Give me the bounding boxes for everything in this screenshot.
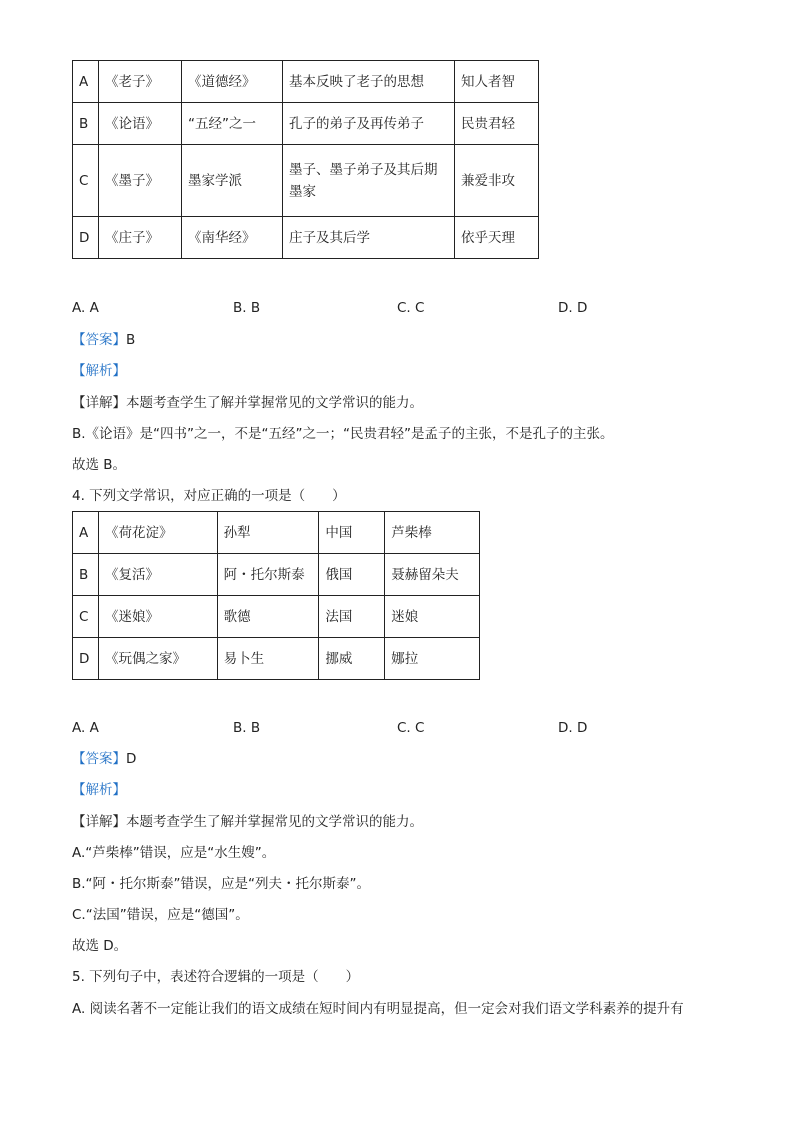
table-cell: 《荷花淀》	[98, 512, 217, 554]
table-cell: D	[73, 217, 99, 259]
table-cell: 基本反映了老子的思想	[283, 61, 455, 103]
q4-option-b: B. B	[233, 720, 261, 736]
q4-analysis-tag: 【解析】	[72, 782, 126, 798]
detail-tag: 【详解】	[72, 395, 126, 411]
question3-table	[72, 60, 539, 259]
answer-value: B	[126, 332, 136, 348]
table-cell: 俄国	[319, 554, 385, 596]
table-cell: A	[73, 512, 99, 554]
table-row	[73, 512, 480, 554]
table-row	[73, 554, 480, 596]
q3-option-d: D. D	[558, 300, 588, 316]
table-cell: 依乎天理	[455, 217, 539, 259]
table-cell: 《迷娘》	[98, 596, 217, 638]
table-cell: C	[73, 596, 99, 638]
table-cell: B	[73, 103, 99, 145]
table-cell: 知人者智	[455, 61, 539, 103]
detail-tag: 【详解】	[72, 814, 126, 830]
q4-explanation-c: C.“法国”错误，应是“德国”。	[72, 907, 249, 923]
table-cell: 《庄子》	[99, 217, 182, 259]
table-cell: 墨子、墨子弟子及其后期墨家	[283, 145, 455, 217]
table-cell: B	[73, 554, 99, 596]
q4-answer	[72, 749, 136, 769]
table-cell: D	[73, 638, 99, 680]
table-cell: 《道德经》	[182, 61, 283, 103]
table-cell: 《墨子》	[99, 145, 182, 217]
q3-option-a: A. A	[72, 300, 99, 316]
table-cell: 《南华经》	[182, 217, 283, 259]
table-cell: 迷娘	[385, 596, 480, 638]
table-row	[73, 638, 480, 680]
table-cell: 民贵君轻	[455, 103, 539, 145]
table-row	[73, 61, 539, 103]
table-cell: C	[73, 145, 99, 217]
table-cell: 《复活》	[98, 554, 217, 596]
q4-detail	[72, 812, 423, 832]
q3-conclusion: 故选 B。	[72, 457, 127, 473]
q4-option-d: D. D	[558, 720, 588, 736]
q4-stem: 4. 下列文学常识，对应正确的一项是（ ）	[72, 488, 346, 504]
table-cell: 《玩偶之家》	[98, 638, 217, 680]
q4-explanation-b: B.“阿・托尔斯泰”错误，应是“列夫・托尔斯泰”。	[72, 876, 371, 892]
detail-text: 本题考查学生了解并掌握常见的文学常识的能力。	[126, 814, 423, 830]
detail-text: 本题考查学生了解并掌握常见的文学常识的能力。	[126, 395, 423, 411]
table-cell: 歌德	[217, 596, 319, 638]
table-cell: 孔子的弟子及再传弟子	[283, 103, 455, 145]
answer-tag: 【答案】	[72, 332, 126, 348]
q3-explanation: B.《论语》是“四书”之一，不是“五经”之一；“民贵君轻”是孟子的主张，不是孔子的主张。	[72, 426, 614, 442]
table-cell: 娜拉	[385, 638, 480, 680]
table-cell: 孙犁	[217, 512, 319, 554]
question4-table	[72, 511, 480, 680]
table-cell: 墨家学派	[182, 145, 283, 217]
table-cell: A	[73, 61, 99, 103]
q5-stem: 5. 下列句子中，表述符合逻辑的一项是（ ）	[72, 969, 360, 985]
q3-option-c: C. C	[397, 300, 425, 316]
table-cell: 易卜生	[217, 638, 319, 680]
q4-conclusion: 故选 D。	[72, 938, 128, 954]
table-row	[73, 103, 539, 145]
answer-value: D	[126, 751, 137, 767]
q3-analysis-tag: 【解析】	[72, 363, 126, 379]
q4-option-c: C. C	[397, 720, 425, 736]
table-cell: 法国	[319, 596, 385, 638]
q4-option-a: A. A	[72, 720, 99, 736]
answer-tag: 【答案】	[72, 751, 126, 767]
table-cell: 兼爱非攻	[455, 145, 539, 217]
table-cell: 阿・托尔斯泰	[217, 554, 319, 596]
q3-answer	[72, 330, 135, 350]
table-cell: 《论语》	[99, 103, 182, 145]
table-row	[73, 145, 539, 217]
table-cell: 《老子》	[99, 61, 182, 103]
table-cell: 中国	[319, 512, 385, 554]
table-cell: 芦柴棒	[385, 512, 480, 554]
q5-option-a: A. 阅读名著不一定能让我们的语文成绩在短时间内有明显提高，但一定会对我们语文学科素养的提升有	[72, 1001, 684, 1017]
q3-detail	[72, 393, 423, 413]
table-cell: “五经”之一	[182, 103, 283, 145]
q4-explanation-a: A.“芦柴棒”错误，应是“水生嫂”。	[72, 845, 276, 861]
table-cell: 挪威	[319, 638, 385, 680]
table-row	[73, 217, 539, 259]
table-row	[73, 596, 480, 638]
table-cell: 庄子及其后学	[283, 217, 455, 259]
q3-option-b: B. B	[233, 300, 261, 316]
table-cell: 聂赫留朵夫	[385, 554, 480, 596]
